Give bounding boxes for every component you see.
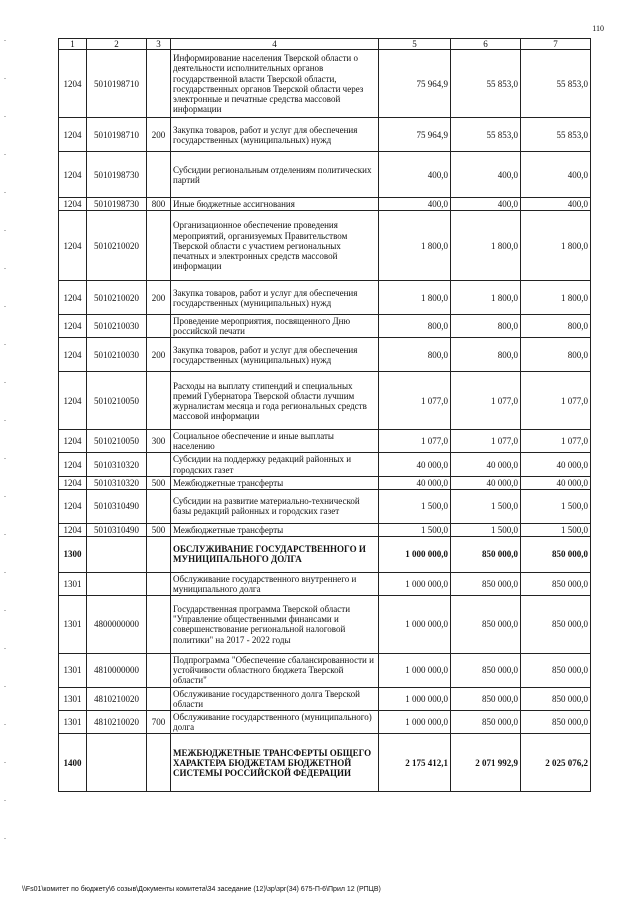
target-article-cell	[87, 572, 147, 595]
header-cell: 2	[87, 39, 147, 50]
expense-type-cell	[147, 536, 171, 572]
amount-cell: 850 000,0	[451, 711, 521, 734]
target-article-cell: 5010310320	[87, 476, 147, 489]
expense-type-cell: 200	[147, 118, 171, 152]
amount-cell: 1 500,0	[521, 489, 591, 523]
section-code-cell: 1301	[59, 595, 87, 653]
table-row	[59, 118, 591, 152]
description-cell: МЕЖБЮДЖЕТНЫЕ ТРАНСФЕРТЫ ОБЩЕГО ХАРАКТЕРА БЮДЖЕТАМ БЮДЖЕТНОЙ СИСТЕМЫ РОССИЙСКОЙ ФЕДЕРАЦИИ	[171, 734, 379, 792]
expense-type-cell	[147, 372, 171, 430]
table-row	[59, 653, 591, 687]
amount-cell: 55 853,0	[521, 118, 591, 152]
amount-cell: 850 000,0	[451, 572, 521, 595]
amount-cell: 850 000,0	[521, 536, 591, 572]
expense-type-cell	[147, 572, 171, 595]
table-row	[59, 211, 591, 281]
header-cell: 6	[451, 39, 521, 50]
amount-cell: 800,0	[451, 338, 521, 372]
expense-type-cell	[147, 595, 171, 653]
table-row	[59, 572, 591, 595]
amount-cell: 850 000,0	[451, 653, 521, 687]
header-row	[59, 39, 591, 50]
description-cell: Проведение мероприятия, посвященного Дню российской печати	[171, 315, 379, 338]
amount-cell: 850 000,0	[451, 595, 521, 653]
section-code-cell: 1204	[59, 372, 87, 430]
amount-cell: 800,0	[379, 338, 451, 372]
header-cell: 7	[521, 39, 591, 50]
amount-cell: 850 000,0	[451, 536, 521, 572]
target-article-cell: 5010198730	[87, 152, 147, 198]
scan-margin-marks	[4, 40, 6, 860]
target-article-cell	[87, 734, 147, 792]
section-code-cell: 1204	[59, 315, 87, 338]
description-cell: Социальное обеспечение и иные выплаты населению	[171, 430, 379, 453]
target-article-cell: 5010210020	[87, 281, 147, 315]
expense-type-cell	[147, 687, 171, 710]
section-code-cell: 1204	[59, 523, 87, 536]
section-code-cell: 1204	[59, 338, 87, 372]
table-row	[59, 453, 591, 476]
amount-cell: 40 000,0	[521, 476, 591, 489]
table-row	[59, 198, 591, 211]
section-code-cell: 1204	[59, 50, 87, 118]
table-row	[59, 372, 591, 430]
expense-type-cell	[147, 152, 171, 198]
target-article-cell	[87, 536, 147, 572]
expense-type-cell	[147, 653, 171, 687]
amount-cell: 1 077,0	[451, 430, 521, 453]
table-row	[59, 476, 591, 489]
file-path-footer: \\Fs01\комитет по бюджету\6 созыв\Документы комитета\34 заседание (12)\зр\зрг(34) 675-П-6\Прил 12 (РПЦВ)	[22, 886, 381, 893]
expense-type-cell	[147, 50, 171, 118]
amount-cell: 400,0	[379, 152, 451, 198]
description-cell: Обслуживание государственного (муниципального) долга	[171, 711, 379, 734]
amount-cell: 400,0	[521, 152, 591, 198]
amount-cell: 1 800,0	[379, 281, 451, 315]
table-row	[59, 281, 591, 315]
table-row	[59, 315, 591, 338]
table-row	[59, 50, 591, 118]
description-cell: Закупка товаров, работ и услуг для обеспечения государственных (муниципальных) нужд	[171, 338, 379, 372]
target-article-cell: 4810210020	[87, 711, 147, 734]
target-article-cell: 5010198710	[87, 118, 147, 152]
table-row	[59, 430, 591, 453]
expense-type-cell: 200	[147, 338, 171, 372]
description-cell: Подпрограмма "Обеспечение сбалансированности и устойчивости областного бюджета Тверской области"	[171, 653, 379, 687]
section-code-cell: 1301	[59, 711, 87, 734]
amount-cell: 850 000,0	[521, 572, 591, 595]
section-code-cell: 1204	[59, 118, 87, 152]
amount-cell: 800,0	[521, 338, 591, 372]
amount-cell: 40 000,0	[379, 453, 451, 476]
target-article-cell: 5010198710	[87, 50, 147, 118]
header-cell: 1	[59, 39, 87, 50]
target-article-cell: 5010310320	[87, 453, 147, 476]
description-cell: Межбюджетные трансферты	[171, 476, 379, 489]
expense-type-cell: 500	[147, 476, 171, 489]
target-article-cell: 5010210050	[87, 372, 147, 430]
table-row	[59, 734, 591, 792]
description-cell: Закупка товаров, работ и услуг для обеспечения государственных (муниципальных) нужд	[171, 118, 379, 152]
amount-cell: 40 000,0	[521, 453, 591, 476]
amount-cell: 75 964,9	[379, 118, 451, 152]
table-row	[59, 152, 591, 198]
amount-cell: 400,0	[451, 152, 521, 198]
amount-cell: 1 000 000,0	[379, 536, 451, 572]
amount-cell: 1 000 000,0	[379, 687, 451, 710]
amount-cell: 1 000 000,0	[379, 653, 451, 687]
amount-cell: 400,0	[379, 198, 451, 211]
amount-cell: 1 077,0	[521, 372, 591, 430]
amount-cell: 1 000 000,0	[379, 711, 451, 734]
target-article-cell: 5010310490	[87, 523, 147, 536]
target-article-cell: 5010198730	[87, 198, 147, 211]
section-code-cell: 1204	[59, 489, 87, 523]
amount-cell: 1 500,0	[379, 523, 451, 536]
table-row	[59, 338, 591, 372]
target-article-cell: 4810210020	[87, 687, 147, 710]
description-cell: Обслуживание государственного долга Тверской области	[171, 687, 379, 710]
amount-cell: 1 800,0	[521, 211, 591, 281]
amount-cell: 40 000,0	[451, 476, 521, 489]
amount-cell: 1 500,0	[451, 523, 521, 536]
expense-type-cell	[147, 315, 171, 338]
description-cell: Субсидии на развитие материально-технической базы редакций районных и городских газет	[171, 489, 379, 523]
amount-cell: 75 964,9	[379, 50, 451, 118]
amount-cell: 1 500,0	[451, 489, 521, 523]
amount-cell: 1 077,0	[451, 372, 521, 430]
amount-cell: 2 025 076,2	[521, 734, 591, 792]
amount-cell: 850 000,0	[521, 595, 591, 653]
amount-cell: 850 000,0	[451, 687, 521, 710]
description-cell: Субсидии региональным отделениям политических партий	[171, 152, 379, 198]
amount-cell: 1 800,0	[521, 281, 591, 315]
table-row	[59, 711, 591, 734]
amount-cell: 800,0	[521, 315, 591, 338]
header-cell: 5	[379, 39, 451, 50]
description-cell: Межбюджетные трансферты	[171, 523, 379, 536]
amount-cell: 1 077,0	[379, 372, 451, 430]
description-cell: Обслуживание государственного внутреннего и муниципального долга	[171, 572, 379, 595]
budget-table	[58, 38, 591, 792]
header-cell: 4	[171, 39, 379, 50]
amount-cell: 55 853,0	[521, 50, 591, 118]
table-body	[59, 50, 591, 792]
amount-cell: 2 175 412,1	[379, 734, 451, 792]
section-code-cell: 1204	[59, 211, 87, 281]
amount-cell: 1 000 000,0	[379, 595, 451, 653]
expense-type-cell	[147, 489, 171, 523]
amount-cell: 1 077,0	[521, 430, 591, 453]
section-code-cell: 1204	[59, 476, 87, 489]
amount-cell: 800,0	[379, 315, 451, 338]
target-article-cell: 4810000000	[87, 653, 147, 687]
amount-cell: 400,0	[451, 198, 521, 211]
amount-cell: 850 000,0	[521, 653, 591, 687]
table-row	[59, 687, 591, 710]
amount-cell: 1 077,0	[379, 430, 451, 453]
expense-type-cell: 700	[147, 711, 171, 734]
description-cell: Расходы на выплату стипендий и специальных премий Губернатора Тверской области лучшим журналистам месяца и года региональных средств массовой информации	[171, 372, 379, 430]
expense-type-cell	[147, 453, 171, 476]
amount-cell: 400,0	[521, 198, 591, 211]
table-row	[59, 489, 591, 523]
target-article-cell: 5010210030	[87, 315, 147, 338]
amount-cell: 850 000,0	[521, 711, 591, 734]
section-code-cell: 1301	[59, 653, 87, 687]
section-code-cell: 1204	[59, 453, 87, 476]
amount-cell: 850 000,0	[521, 687, 591, 710]
table-row	[59, 595, 591, 653]
header-cell: 3	[147, 39, 171, 50]
description-cell: Субсидии на поддержку редакций районных и городских газет	[171, 453, 379, 476]
amount-cell: 1 800,0	[451, 211, 521, 281]
amount-cell: 40 000,0	[379, 476, 451, 489]
amount-cell: 1 500,0	[521, 523, 591, 536]
amount-cell: 55 853,0	[451, 118, 521, 152]
amount-cell: 1 500,0	[379, 489, 451, 523]
amount-cell: 800,0	[451, 315, 521, 338]
amount-cell: 1 000 000,0	[379, 572, 451, 595]
expense-type-cell	[147, 734, 171, 792]
table-row	[59, 523, 591, 536]
target-article-cell: 5010210020	[87, 211, 147, 281]
section-code-cell: 1400	[59, 734, 87, 792]
section-code-cell: 1204	[59, 430, 87, 453]
section-code-cell: 1204	[59, 281, 87, 315]
amount-cell: 55 853,0	[451, 50, 521, 118]
section-code-cell: 1300	[59, 536, 87, 572]
description-cell: Организационное обеспечение проведения мероприятий, организуемых Правительством Тверской области с участием региональных печатных и электронных средств массовой информации	[171, 211, 379, 281]
amount-cell: 2 071 992,9	[451, 734, 521, 792]
expense-type-cell: 300	[147, 430, 171, 453]
target-article-cell: 5010210050	[87, 430, 147, 453]
section-code-cell: 1204	[59, 152, 87, 198]
description-cell: ОБСЛУЖИВАНИЕ ГОСУДАРСТВЕННОГО И МУНИЦИПАЛЬНОГО ДОЛГА	[171, 536, 379, 572]
target-article-cell: 5010210030	[87, 338, 147, 372]
section-code-cell: 1204	[59, 198, 87, 211]
expense-type-cell	[147, 211, 171, 281]
page-number: 110	[592, 24, 604, 33]
description-cell: Государственная программа Тверской области "Управление общественными финансами и совершенствование региональной налоговой политики" на 2017 - 2022 годы	[171, 595, 379, 653]
amount-cell: 40 000,0	[451, 453, 521, 476]
target-article-cell: 5010310490	[87, 489, 147, 523]
amount-cell: 1 800,0	[379, 211, 451, 281]
description-cell: Закупка товаров, работ и услуг для обеспечения государственных (муниципальных) нужд	[171, 281, 379, 315]
expense-type-cell: 200	[147, 281, 171, 315]
description-cell: Иные бюджетные ассигнования	[171, 198, 379, 211]
section-code-cell: 1301	[59, 572, 87, 595]
section-code-cell: 1301	[59, 687, 87, 710]
amount-cell: 1 800,0	[451, 281, 521, 315]
expense-type-cell: 500	[147, 523, 171, 536]
description-cell: Информирование населения Тверской области о деятельности исполнительных органов государственной власти Тверской области, государственных органов Тверской области через электронные и печатные средства массовой информации	[171, 50, 379, 118]
target-article-cell: 4800000000	[87, 595, 147, 653]
table-row	[59, 536, 591, 572]
expense-type-cell: 800	[147, 198, 171, 211]
